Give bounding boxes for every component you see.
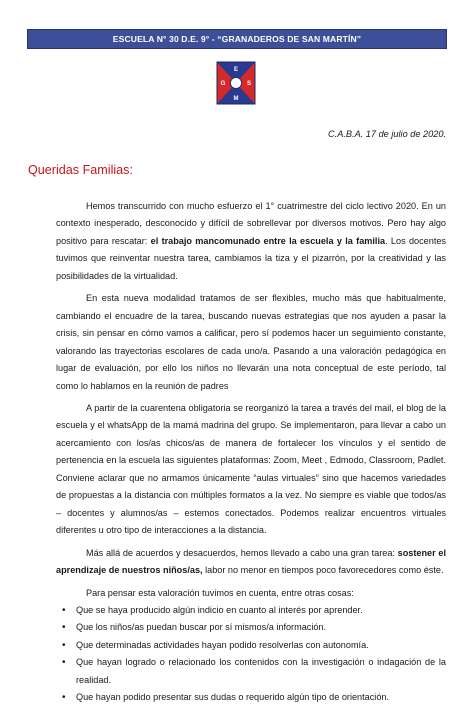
school-header-banner	[27, 29, 447, 49]
paragraph-4-text-b: labor no menor en tiempos poco favorecedores como éste.	[202, 565, 444, 576]
letter-body	[56, 198, 446, 707]
list-item: • Que se haya producido algún indicio en cuanto al interés por aprender.	[56, 602, 446, 619]
paragraph-1-text-b: . Los docentes tuvimos que reinventar nuestra tarea, cambiamos la tiza y el pizarrón, por la creatividad y las posibilidades de la virtualidad.	[56, 235, 446, 281]
emblem-letter-top: E	[233, 67, 239, 73]
paragraph-4-text-a: Más allá de acuerdos y desacuerdos, hemos llevado a cabo una gran tarea:	[86, 547, 398, 558]
school-name: ESCUELA N° 30 D.E. 9° - “GRANADEROS DE SAN MARTÍN”	[112, 34, 362, 44]
list-item: • Que los niños/as puedan buscar por sí mismos/a información.	[56, 619, 446, 636]
paragraph-1-bold: el trabajo mancomunado entre la escuela y la familia	[150, 235, 386, 246]
letter-date: C.A.B.A. 17 de julio de 2020.	[328, 129, 446, 139]
paragraph-3: A partir de la cuarentena obligatoria se reorganizó la tarea a través del mail, el blog de la escuela y el whatsApp de la mamá madrina del grupo. Se implementaron, para llevar a cabo un acercamiento con los/as chicos/as de manera de fortalecer los vínculos y el sentido de pertenencia en la escuela las siguientes plataformas: Zoom, Meet , Edmodo, Classroom, Padlet. Conviene aclarar que no armamos únicamente “aulas virtuales” sino que hacemos variedades de propuestas a la distancia con múltiples formatos a la vez. No siempre es viable que todos/as – docentes y alumnos/as – estemos conectados. Podemos realizar encuentros virtuales diferentes u otro tipo de interacciones a la distancia.	[56, 402, 446, 536]
paragraph-4	[56, 545, 446, 580]
school-emblem-logo	[211, 60, 261, 108]
criteria-list	[56, 602, 446, 707]
list-item: • Que hayan logrado o relacionado los contenidos con la investigación o indagación de la realidad.	[56, 654, 446, 689]
paragraph-1-text-a: Hemos transcurrido con mucho esfuerzo el 1° cuatrimestre del ciclo lectivo 2020. En un contexto inesperado, desconocido y difícil de sobrellevar por diversos motivos. Pero hay algo positivo para rescatar:	[56, 201, 446, 246]
paragraph-5: Para pensar esta valoración tuvimos en cuenta, entre otras cosas:	[86, 587, 354, 598]
letter-greeting: Queridas Familias:	[28, 163, 133, 177]
emblem-letter-bottom: M	[233, 96, 239, 102]
list-item: • Que hayan podido presentar sus dudas o requerido algún tipo de orientación.	[56, 689, 446, 706]
paragraph-1	[56, 198, 446, 285]
list-item: • Que determinadas actividades hayan podido resolverlas con autonomía.	[56, 637, 446, 654]
paragraph-4-bold: sostener el aprendizaje de nuestros niños/as,	[56, 547, 446, 576]
paragraph-2: En esta nueva modalidad tratamos de ser flexibles, mucho más que habitualmente, cambiando el encuadre de la tarea, buscando nuevas estrategias que nos ayuden a pasar la crisis, sin pensar en cómo vamos a calificar, pero sí podemos hacer un seguimiento constante, valorando las trayectorias escolares de cada uno/a. Pasando a una valoración pedagógica en lugar de evaluación, por ello los niños no llevarán una nota conceptual de este período, tal como lo hablamos en la reunión de padres	[56, 293, 446, 391]
emblem-letter-left: G	[220, 81, 226, 87]
emblem-letter-right: S	[246, 81, 252, 87]
